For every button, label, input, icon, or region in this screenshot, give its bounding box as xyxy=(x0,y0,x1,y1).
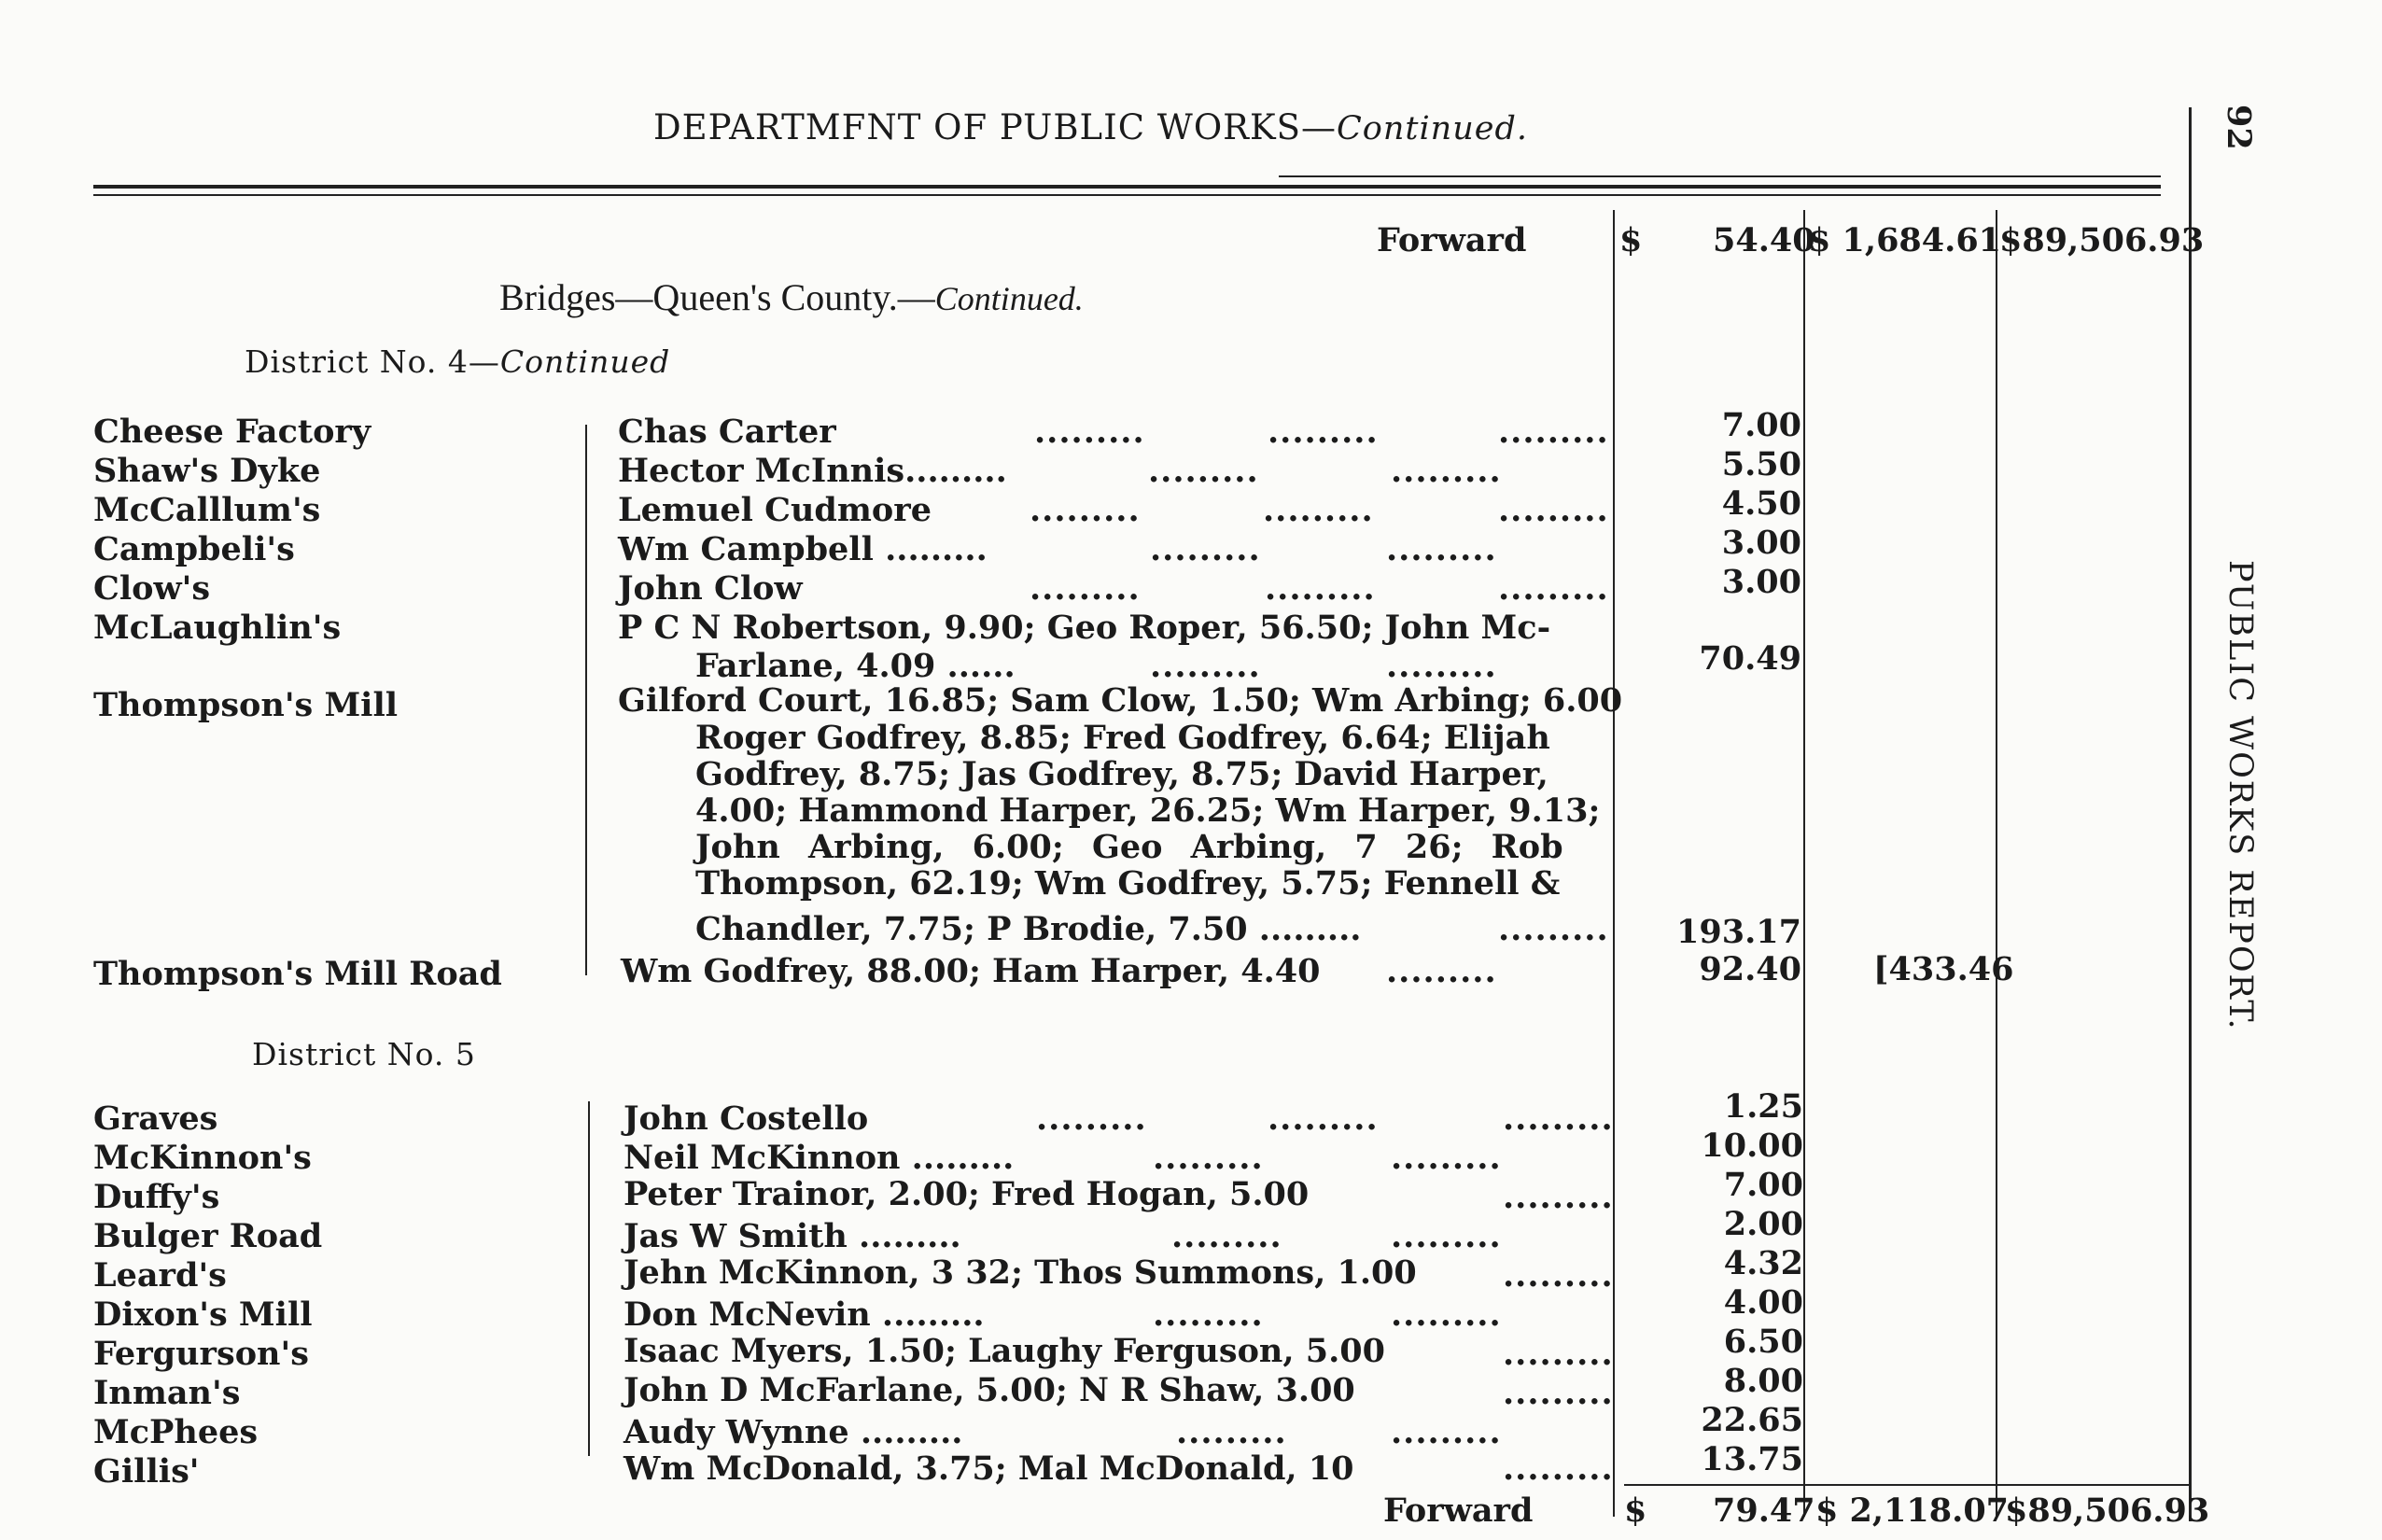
d5-amount-9: 13.75 xyxy=(1701,1440,1803,1478)
d4-leader-2b: ......... xyxy=(1263,491,1374,529)
forward-bottom-col3: $89,506.93 xyxy=(2005,1491,2210,1530)
d5-site-8: McPhees xyxy=(93,1413,259,1451)
forward-bottom-col2: $ 2,118.07 xyxy=(1815,1491,2010,1530)
d5-leader-6: ......... xyxy=(1503,1335,1614,1373)
d5-amount-1: 10.00 xyxy=(1701,1127,1803,1165)
d4-payee-4: John Clow xyxy=(618,569,803,608)
d4-leader-2c: ......... xyxy=(1498,491,1609,529)
d4-leader-0: ......... xyxy=(1034,413,1145,451)
d4-site-6: Thompson's Mill xyxy=(93,686,399,724)
d5-amount-8: 22.65 xyxy=(1701,1401,1803,1439)
d4-payee-2: Lemuel Cudmore xyxy=(618,491,932,529)
d4-payee-5-cont: Farlane, 4.09 ...... xyxy=(695,647,1016,685)
d4-payee-6-line-4: Thompson, 62.19; Wm Godfrey, 5.75; Fennell & xyxy=(695,864,1561,903)
d5-payee-7: John D McFarlane, 5.00; N R Shaw, 3.00 xyxy=(624,1371,1355,1409)
d5-leader-4: ......... xyxy=(1503,1256,1614,1295)
d5-payee-3: Jas W Smith ......... xyxy=(624,1217,961,1255)
d5-payee-5: Don McNevin ......... xyxy=(624,1295,985,1334)
d5-site-1: McKinnon's xyxy=(93,1139,312,1177)
d4-site-3: Campbeli's xyxy=(93,530,295,568)
d4-site-0: Cheese Factory xyxy=(93,413,371,451)
header-rule xyxy=(1279,175,2161,177)
d5-site-2: Duffy's xyxy=(93,1178,220,1216)
d5-payee-1: Neil McKinnon ......... xyxy=(624,1139,1015,1177)
d5-payee-6: Isaac Myers, 1.50; Laughy Ferguson, 5.00 xyxy=(624,1332,1385,1370)
d4-amount-1: 5.50 xyxy=(1721,445,1801,483)
side-report-title: PUBLIC WORKS REPORT. xyxy=(2221,560,2259,1031)
d5-leader-8: ......... xyxy=(1176,1413,1287,1451)
d5-amount-6: 6.50 xyxy=(1723,1323,1803,1361)
d5-leader-2: ......... xyxy=(1503,1178,1614,1216)
d5-leader-3b: ......... xyxy=(1391,1217,1502,1255)
d5-leader-9: ......... xyxy=(1503,1449,1614,1488)
district-4-heading xyxy=(245,343,670,380)
d5-leader-5: ......... xyxy=(1153,1295,1264,1334)
d4-site-7: Thompson's Mill Road xyxy=(93,955,502,993)
d4-amount-4: 3.00 xyxy=(1721,563,1801,601)
d5-site-0: Graves xyxy=(93,1099,218,1138)
d4-leader-5b: ......... xyxy=(1386,647,1497,685)
header-continued: Continued. xyxy=(1337,110,1528,147)
d4-payee-6-line-3: John Arbing, 6.00; Geo Arbing, 7 26; Rob xyxy=(695,828,1563,866)
bottom-total-rule xyxy=(1624,1484,2189,1486)
d4-subtotal: [433.46 xyxy=(1873,950,2014,988)
d5-amount-5: 4.00 xyxy=(1723,1283,1803,1322)
forward-top-col2: $ 1,684.61 xyxy=(1808,221,2002,259)
d4-leader-0b: ......... xyxy=(1268,413,1379,451)
d4-leader-3b: ......... xyxy=(1386,530,1497,568)
district-5-heading: District No. 5 xyxy=(252,1036,476,1072)
section-continued: Continued. xyxy=(934,280,1084,317)
forward-bottom-label: Forward xyxy=(1383,1491,1534,1530)
d5-leader-1: ......... xyxy=(1153,1139,1264,1177)
d5-leader-3: ......... xyxy=(1171,1217,1282,1255)
d5-site-7: Inman's xyxy=(93,1374,241,1412)
d5-leader-1b: ......... xyxy=(1391,1139,1502,1177)
d4-site-5: McLaughlin's xyxy=(93,609,342,647)
d5-payee-8: Audy Wynne ......... xyxy=(624,1413,963,1451)
d4-leader-4: ......... xyxy=(1030,569,1141,608)
d4-leader-3: ......... xyxy=(1150,530,1261,568)
d4-leader-1b: ......... xyxy=(1391,452,1502,490)
d5-leader-0: ......... xyxy=(1036,1099,1147,1138)
d5-leader-0b: ......... xyxy=(1268,1099,1379,1138)
d4-payee-6-line-5: Chandler, 7.75; P Brodie, 7.50 ......... xyxy=(695,910,1362,948)
d4-leader-4c: ......... xyxy=(1498,569,1609,608)
d4-payee-6-line-2: 4.00; Hammond Harper, 26.25; Wm Harper, 9.13; xyxy=(695,791,1601,830)
d5-amount-0: 1.25 xyxy=(1723,1087,1803,1126)
district-4-continued: Continued xyxy=(499,343,671,380)
d4-payee-7: Wm Godfrey, 88.00; Ham Harper, 4.40 xyxy=(621,952,1321,990)
forward-top-dollar: $ xyxy=(1619,221,1643,259)
forward-top-col3: $89,506.93 xyxy=(1999,221,2205,259)
d4-amount-0: 7.00 xyxy=(1721,406,1801,444)
d4-amount-3: 3.00 xyxy=(1721,524,1801,562)
d4-payee-1: Hector McInnis......... xyxy=(618,452,1007,490)
d5-amount-4: 4.32 xyxy=(1723,1244,1803,1282)
forward-top-col1: 54.40 xyxy=(1713,221,1815,259)
d4-amount-6: 193.17 xyxy=(1676,913,1801,951)
site-payee-divider-d4 xyxy=(585,425,587,975)
d4-leader-0c: ......... xyxy=(1498,413,1609,451)
header-title: DEPARTMFNT OF PUBLIC WORKS— xyxy=(653,107,1338,147)
d4-amount-5: 70.49 xyxy=(1699,639,1801,678)
d4-site-4: Clow's xyxy=(93,569,211,608)
page-edge-rule xyxy=(2189,107,2192,1521)
section-title-text: Bridges—Queen's County.— xyxy=(499,276,935,318)
district-4-label: District No. 4— xyxy=(245,343,500,380)
section-title xyxy=(499,275,1084,319)
forward-bottom-col1: 79.47 xyxy=(1713,1491,1815,1530)
forward-top-label: Forward xyxy=(1377,221,1527,259)
d4-payee-6-line-0: Roger Godfrey, 8.85; Fred Godfrey, 6.64; Elijah xyxy=(695,719,1550,757)
d4-leader-6: ......... xyxy=(1498,910,1609,948)
d4-amount-2: 4.50 xyxy=(1721,484,1801,523)
d5-leader-7: ......... xyxy=(1503,1374,1614,1412)
site-payee-divider-d5 xyxy=(588,1101,590,1456)
d4-payee-6: Gilford Court, 16.85; Sam Clow, 1.50; Wm Arbing; 6.00 xyxy=(618,681,1623,720)
d5-amount-7: 8.00 xyxy=(1723,1362,1803,1400)
d4-leader-1: ......... xyxy=(1148,452,1259,490)
d5-site-5: Dixon's Mill xyxy=(93,1295,313,1334)
d4-leader-7: ......... xyxy=(1386,952,1497,990)
d5-site-6: Fergurson's xyxy=(93,1335,309,1373)
d5-amount-3: 2.00 xyxy=(1723,1205,1803,1243)
d4-payee-3: Wm Campbell ......... xyxy=(618,530,988,568)
top-rule-thin xyxy=(93,194,2161,196)
d5-site-4: Leard's xyxy=(93,1256,227,1295)
col-rule-1 xyxy=(1613,210,1615,1517)
d5-leader-0c: ......... xyxy=(1503,1099,1614,1138)
page-header xyxy=(653,107,1528,147)
d4-payee-0: Chas Carter xyxy=(618,413,836,451)
d4-leader-4b: ......... xyxy=(1265,569,1376,608)
d5-site-3: Bulger Road xyxy=(93,1217,323,1255)
d4-amount-7: 92.40 xyxy=(1699,950,1801,988)
d5-leader-8b: ......... xyxy=(1391,1413,1502,1451)
d5-leader-5b: ......... xyxy=(1391,1295,1502,1334)
forward-bottom-dollar: $ xyxy=(1624,1491,1647,1530)
d5-payee-0: John Costello xyxy=(624,1099,869,1138)
d4-leader-5: ......... xyxy=(1150,647,1261,685)
d5-payee-2: Peter Trainor, 2.00; Fred Hogan, 5.00 xyxy=(624,1175,1310,1213)
d4-leader-2: ......... xyxy=(1030,491,1141,529)
d4-site-1: Shaw's Dyke xyxy=(93,452,321,490)
d4-payee-6-line-1: Godfrey, 8.75; Jas Godfrey, 8.75; David Harper, xyxy=(695,755,1548,793)
d4-site-2: McCalllum's xyxy=(93,491,321,529)
col-rule-2 xyxy=(1803,210,1805,1517)
d5-payee-4: Jehn McKinnon, 3 32; Thos Summons, 1.00 xyxy=(624,1253,1417,1292)
d5-payee-9: Wm McDonald, 3.75; Mal McDonald, 10 xyxy=(624,1449,1354,1488)
d5-site-9: Gillis' xyxy=(93,1452,200,1491)
col-rule-3 xyxy=(1996,210,1997,1517)
top-rule xyxy=(93,185,2161,189)
d4-payee-5: P C N Robertson, 9.90; Geo Roper, 56.50; John Mc- xyxy=(618,609,1551,647)
page-number: 92 xyxy=(2220,105,2258,150)
d5-amount-2: 7.00 xyxy=(1723,1166,1803,1204)
